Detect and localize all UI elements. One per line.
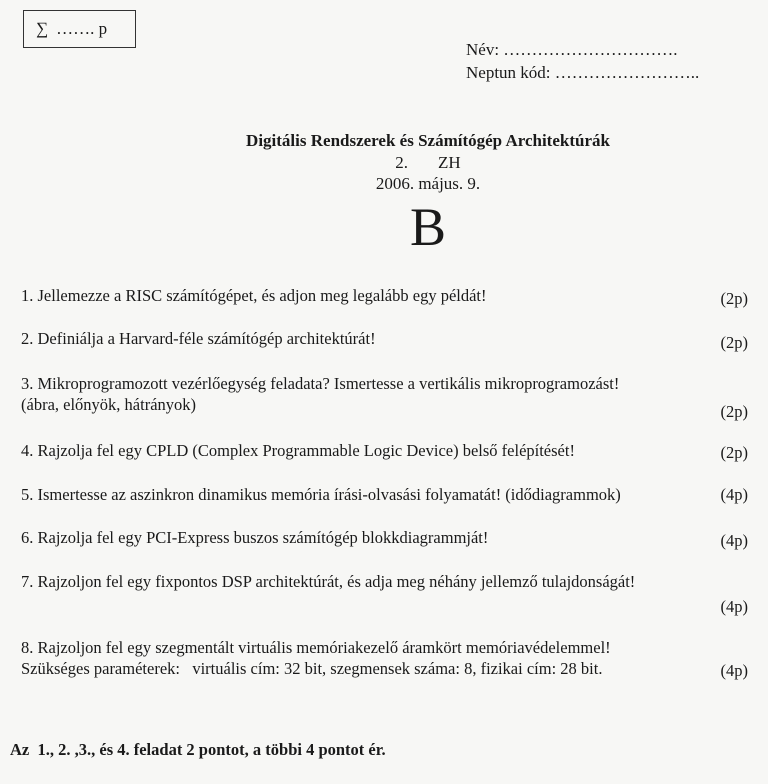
question-8: 8. Rajzoljon fel egy szegmentált virtuális memóriakezelő áramkört memóriavédelemmel! [21, 638, 611, 657]
question-3-line-2: (ábra, előnyök, hátrányok) [21, 395, 197, 414]
scoring-note: Az 1., 2. ,3., és 4. feladat 2 pontot, a többi 4 pontot ér. [10, 740, 386, 759]
question-4: 4. Rajzolja fel egy CPLD (Complex Programmable Logic Device) belső felépítését! [21, 441, 575, 460]
neptun-code-field: Neptun kód: …………………….. [466, 63, 700, 82]
exam-type: ZH [438, 153, 461, 172]
question-4-points: (2p) [720, 443, 748, 462]
sigma-icon: ∑ [36, 19, 49, 38]
question-2: 2. Definiálja a Harvard-féle számítógép architektúrát! [21, 329, 376, 348]
question-1: 1. Jellemezze a RISC számítógépet, és adjon meg legalább egy példát! [21, 286, 487, 305]
question-1-points: (2p) [720, 289, 748, 308]
question-6: 6. Rajzolja fel egy PCI-Express buszos számítógép blokkdiagrammját! [21, 528, 489, 547]
exam-variant: B [409, 197, 447, 257]
question-2-points: (2p) [720, 333, 748, 352]
score-box [23, 10, 136, 48]
question-7: 7. Rajzoljon fel egy fixpontos DSP architektúrát, és adja meg néhány jellemző tulajdonságát! [21, 572, 636, 591]
question-5-points: (4p) [720, 485, 748, 504]
question-5: 5. Ismertesse az aszinkron dinamikus memória írási-olvasási folyamatát! (idődiagrammok) [21, 485, 621, 504]
name-field: Név: …………………………. [466, 40, 678, 59]
question-3: 3. Mikroprogramozott vezérlőegység feladata? Ismertesse a vertikális mikroprogramozást! [21, 374, 620, 393]
question-3-points: (2p) [720, 402, 748, 421]
exam-number: 2. [395, 153, 409, 172]
exam-date: 2006. május. 9. [375, 174, 481, 193]
question-7-points: (4p) [720, 597, 748, 616]
exam-line [0, 153, 768, 173]
score-placeholder: ……. p [56, 19, 108, 38]
question-8-line-2: Szükséges paraméterek: virtuális cím: 32 bit, szegmensek száma: 8, fizikai cím: 28 bit. [21, 659, 603, 678]
course-title: Digitális Rendszerek és Számítógép Architektúrák [246, 131, 610, 150]
question-6-points: (4p) [720, 531, 748, 550]
question-8-points: (4p) [720, 661, 748, 680]
